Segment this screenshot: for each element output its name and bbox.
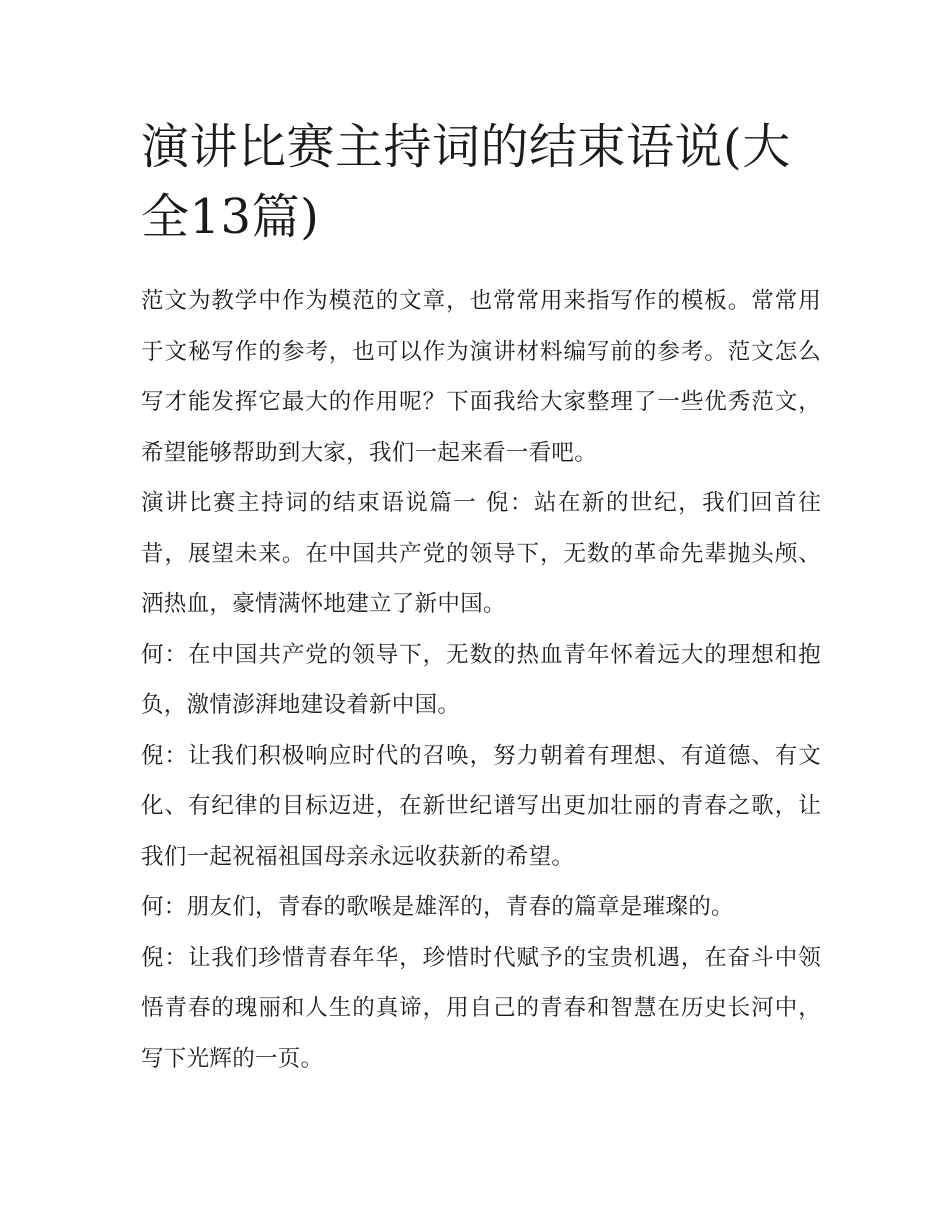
document-body bbox=[141, 276, 821, 1084]
paragraph: 演讲比赛主持词的结束语说篇一 倪：站在新的世纪，我们回首往昔，展望未来。在中国共产党的领导下，无数的革命先辈抛头颅、洒热血，豪情满怀地建立了新中国。 bbox=[141, 490, 821, 617]
document-page bbox=[141, 112, 821, 1084]
paragraph: 倪：让我们积极响应时代的召唤，努力朝着有理想、有道德、有文化、有纪律的目标迈进，在新世纪谱写出更加壮丽的青春之歌，让我们一起祝福祖国母亲永远收获新的希望。 bbox=[141, 742, 821, 870]
paragraph: 范文为教学中作为模范的文章，也常常用来指写作的模板。常常用于文秘写作的参考，也可以作为演讲材料编写前的参考。范文怎么写才能发挥它最大的作用呢？下面我给大家整理了一些优秀范文，希望能够帮助到大家，我们一起来看一看吧。 bbox=[141, 288, 821, 466]
paragraph: 倪：让我们珍惜青春年华，珍惜时代赋予的宝贵机遇，在奋斗中领悟青春的瑰丽和人生的真谛，用自己的青春和智慧在历史长河中，写下光辉的一页。 bbox=[141, 944, 821, 1072]
paragraph: 何：在中国共产党的领导下，无数的热血青年怀着远大的理想和抱负，激情澎湃地建设着新中国。 bbox=[141, 641, 821, 718]
paragraph: 何：朋友们，青春的歌喉是雄浑的，青春的篇章是璀璨的。 bbox=[141, 894, 734, 920]
document-title: 演讲比赛主持词的结束语说(大全13篇) bbox=[141, 119, 791, 245]
